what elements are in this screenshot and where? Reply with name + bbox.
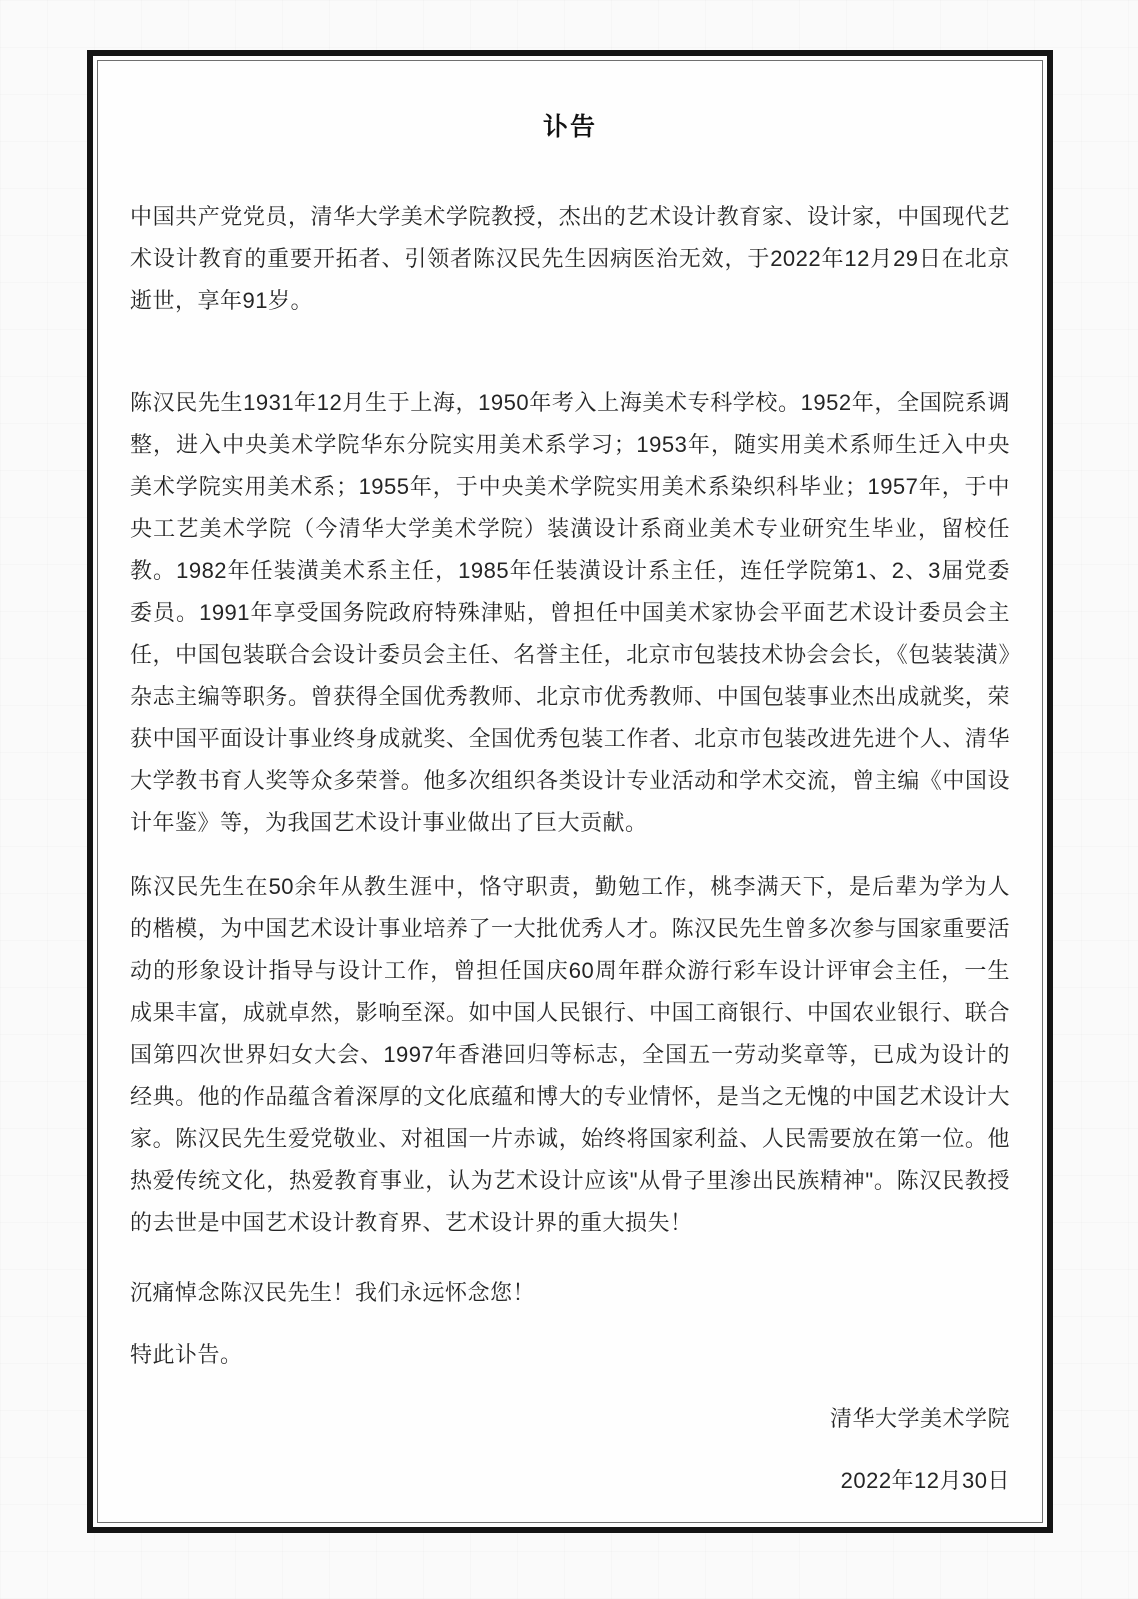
paragraph-biography: 陈汉民先生1931年12月生于上海，1950年考入上海美术专科学校。1952年，全国院系调整，进入中央美术学院华东分院实用美术系学习；1953年，随实用美术系师生迁入中央美术学院实用美术系；1955年，于中央美术学院实用美术系染织科毕业；1957年，于中央工艺美术学院（今清华大学美术学院）装潢设计系商业美术专业研究生毕业，留校任教。1982年任装潢美术系主任，1985年任装潢设计系主任，连任学院第1、2、3届党委委员。1991年享受国务院政府特殊津贴，曾担任中国美术家协会平面艺术设计委员会主任，中国包装联合会设计委员会主任、名誉主任，北京市包装技术协会会长，《包装装潢》杂志主编等职务。曾获得全国优秀教师、北京市优秀教师、中国包装事业杰出成就奖，荣获中国平面设计事业终身成就奖、全国优秀包装工作者、北京市包装改进先进个人、清华大学教书育人奖等众多荣誉。他多次组织各类设计专业活动和学术交流，曾主编《中国设计年鉴》等，为我国艺术设计事业做出了巨大贡献。 xyxy=(130,390,1010,835)
signature-organization: 清华大学美术学院 xyxy=(829,1406,1010,1431)
document-paper xyxy=(93,56,1047,1527)
document-frame xyxy=(87,50,1053,1533)
paragraph-death-announcement: 中国共产党党员，清华大学美术学院教授，杰出的艺术设计教育家、设计家，中国现代艺术设计教育的重要开拓者、引领者陈汉民先生因病医治无效，于2022年12月29日在北京逝世，享年91岁。 xyxy=(130,204,1010,313)
signature-date: 2022年12月30日 xyxy=(840,1468,1010,1493)
paragraph-achievements: 陈汉民先生在50余年从教生涯中，恪守职责，勤勉工作，桃李满天下，是后辈为学为人的楷模，为中国艺术设计事业培养了一大批优秀人才。陈汉民先生曾多次参与国家重要活动的形象设计指导与设计工作，曾担任国庆60周年群众游行彩车设计评审会主任，一生成果丰富，成就卓然，影响至深。如中国人民银行、中国工商银行、中国农业银行、联合国第四次世界妇女大会、1997年香港回归等标志，全国五一劳动奖章等，已成为设计的经典。他的作品蕴含着深厚的文化底蕴和博大的专业情怀，是当之无愧的中国艺术设计大家。陈汉民先生爱党敬业、对祖国一片赤诚，始终将国家利益、人民需要放在第一位。他热爱传统文化，热爱教育事业，认为艺术设计应该"从骨子里渗出民族精神"。陈汉民教授的去世是中国艺术设计教育界、艺术设计界的重大损失！ xyxy=(130,874,1010,1235)
document-title: 讣告 xyxy=(542,113,597,141)
paragraph-mourning: 沉痛悼念陈汉民先生！我们永远怀念您！ xyxy=(130,1280,536,1305)
paragraph-closing: 特此讣告。 xyxy=(130,1342,243,1367)
